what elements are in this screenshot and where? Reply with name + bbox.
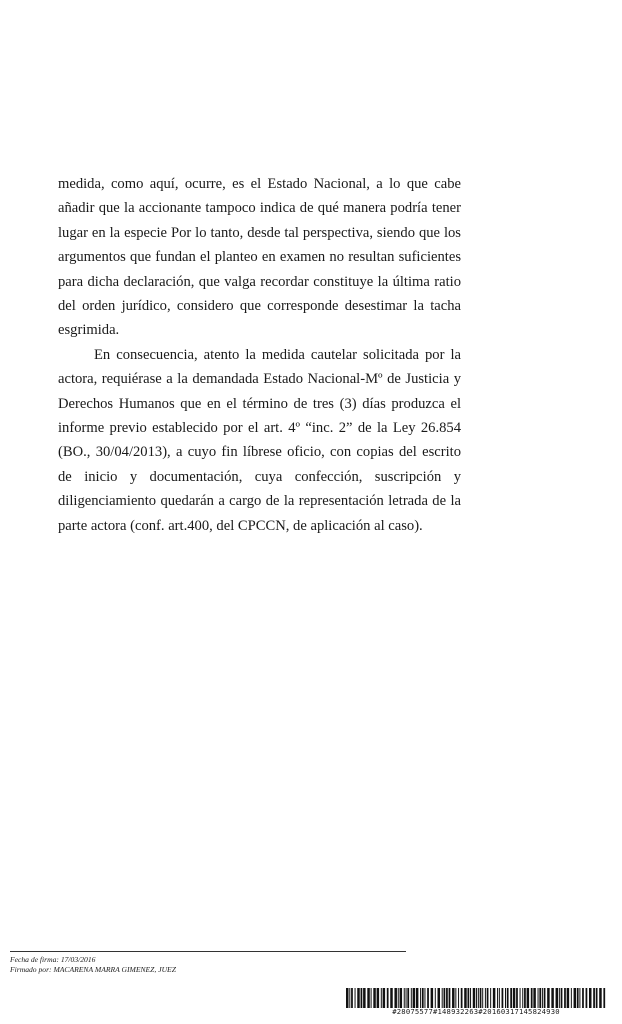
paragraph-2: En consecuencia, atento la medida cautelar solicitada por la actora, requiérase a la demandada Estado Nacional-Mº de Justicia y Derechos Humanos que en el término de tres (3) días produzca el informe previo establecido por el art. 4º “inc. 2” de la Ley 26.854 (BO., 30/04/2013), a cuyo fin líbrese oficio, con copias del escrito de inicio y documentación, cuya confección, suscripción y diligenciamiento quedarán a cargo de la representación letrada de la parte actora (conf. art.400, del CPCCN, de aplicación al caso). bbox=[58, 346, 461, 534]
barcode-bar bbox=[586, 988, 588, 1008]
barcode-bar bbox=[413, 988, 416, 1008]
barcode-bar bbox=[373, 988, 376, 1008]
barcode-bar bbox=[367, 988, 370, 1008]
barcode-bar bbox=[404, 988, 405, 1008]
barcode-bar bbox=[559, 988, 560, 1008]
barcode-bars bbox=[346, 988, 606, 1008]
barcode-bar bbox=[567, 988, 570, 1008]
barcode-bar bbox=[596, 988, 598, 1008]
barcode-bar bbox=[357, 988, 360, 1008]
barcode-bar bbox=[398, 988, 399, 1008]
barcode-bar bbox=[446, 988, 448, 1008]
barcode-bar bbox=[599, 988, 602, 1008]
barcode-bar bbox=[371, 988, 372, 1008]
barcode-bar bbox=[603, 988, 605, 1008]
barcode-bar bbox=[377, 988, 380, 1008]
barcode-bar bbox=[416, 988, 419, 1008]
barcode-bar bbox=[510, 988, 512, 1008]
barcode-bar bbox=[579, 988, 580, 1008]
barcode-bar bbox=[544, 988, 546, 1008]
barcode-bar bbox=[589, 988, 592, 1008]
barcode-bar bbox=[593, 988, 595, 1008]
barcode-bar bbox=[431, 988, 434, 1008]
barcode-bar bbox=[551, 988, 554, 1008]
barcode-bar bbox=[424, 988, 425, 1008]
barcode-bar bbox=[349, 988, 350, 1008]
barcode-bar bbox=[480, 988, 482, 1008]
barcode-bar bbox=[346, 988, 349, 1008]
barcode-bar bbox=[505, 988, 506, 1008]
barcode-bar bbox=[355, 988, 356, 1008]
barcode-bar bbox=[531, 988, 533, 1008]
barcode-bar bbox=[387, 988, 389, 1008]
barcode-number: #28075577#148932263#20160317145824930 bbox=[392, 1007, 560, 1016]
barcode-bar bbox=[524, 988, 526, 1008]
barcode-bar bbox=[539, 988, 541, 1008]
barcode-bar bbox=[361, 988, 363, 1008]
barcode-bar bbox=[381, 988, 382, 1008]
barcode-bar bbox=[427, 988, 429, 1008]
barcode-bar bbox=[363, 988, 366, 1008]
signature-date: Fecha de firma: 17/03/2016 bbox=[10, 955, 96, 964]
barcode-bar bbox=[420, 988, 421, 1008]
barcode-bar bbox=[527, 988, 530, 1008]
signed-by: Firmado por: MACARENA MARRA GIMENEZ, JUEZ bbox=[10, 965, 176, 974]
barcode-bar bbox=[422, 988, 424, 1008]
barcode-bar bbox=[400, 988, 403, 1008]
barcode-bar bbox=[487, 988, 489, 1008]
barcode-bar bbox=[444, 988, 446, 1008]
barcode-bar bbox=[390, 988, 393, 1008]
barcode-bar bbox=[493, 988, 496, 1008]
barcode-bar bbox=[482, 988, 483, 1008]
barcode-bar bbox=[502, 988, 504, 1008]
barcode-bar bbox=[383, 988, 386, 1008]
barcode-bar bbox=[468, 988, 470, 1008]
barcode-bar bbox=[455, 988, 456, 1008]
barcode-bar bbox=[513, 988, 516, 1008]
barcode-bar bbox=[507, 988, 509, 1008]
barcode-bar bbox=[516, 988, 518, 1008]
barcode-bar bbox=[556, 988, 559, 1008]
barcode-bar bbox=[464, 988, 467, 1008]
barcode-bar bbox=[435, 988, 436, 1008]
barcode-bar bbox=[442, 988, 443, 1008]
barcode-bar bbox=[547, 988, 550, 1008]
barcode-bar bbox=[533, 988, 536, 1008]
barcode-bar bbox=[564, 988, 566, 1008]
barcode-bar bbox=[485, 988, 486, 1008]
barcode-bar bbox=[461, 988, 463, 1008]
barcode-bar bbox=[458, 988, 459, 1008]
barcode-bar bbox=[497, 988, 498, 1008]
footer-divider bbox=[10, 951, 406, 952]
document-body bbox=[58, 172, 461, 538]
barcode-bar bbox=[538, 988, 539, 1008]
barcode-bar bbox=[470, 988, 471, 1008]
barcode-bar bbox=[473, 988, 476, 1008]
barcode-bar bbox=[438, 988, 441, 1008]
barcode-bar bbox=[520, 988, 521, 1008]
barcode-bar bbox=[476, 988, 477, 1008]
paragraph-1: medida, como aquí, ocurre, es el Estado Nacional, a lo que cabe añadir que la accionante tampoco indica de qué manera podría tener lugar en la especie Por lo tanto, desde tal perspectiva, siendo que los argumentos que fundan el planteo en examen no resultan suficientes para dicha declaración, que valga recordar constituye la última ratio del orden jurídico, considero que corresponde desestimar la tacha esgrimida. bbox=[58, 176, 461, 339]
barcode-bar bbox=[407, 988, 409, 1008]
barcode-bar bbox=[577, 988, 579, 1008]
barcode-bar bbox=[561, 988, 563, 1008]
barcode-bar bbox=[522, 988, 523, 1008]
barcode-bar bbox=[452, 988, 455, 1008]
barcode-bar bbox=[542, 988, 543, 1008]
barcode bbox=[346, 988, 606, 1016]
barcode-bar bbox=[411, 988, 412, 1008]
barcode-bar bbox=[574, 988, 577, 1008]
barcode-bar bbox=[478, 988, 479, 1008]
barcode-bar bbox=[499, 988, 500, 1008]
barcode-bar bbox=[394, 988, 397, 1008]
barcode-bar bbox=[449, 988, 451, 1008]
barcode-bar bbox=[582, 988, 584, 1008]
barcode-bar bbox=[490, 988, 491, 1008]
barcode-bar bbox=[351, 988, 353, 1008]
barcode-bar bbox=[406, 988, 407, 1008]
barcode-bar bbox=[571, 988, 572, 1008]
